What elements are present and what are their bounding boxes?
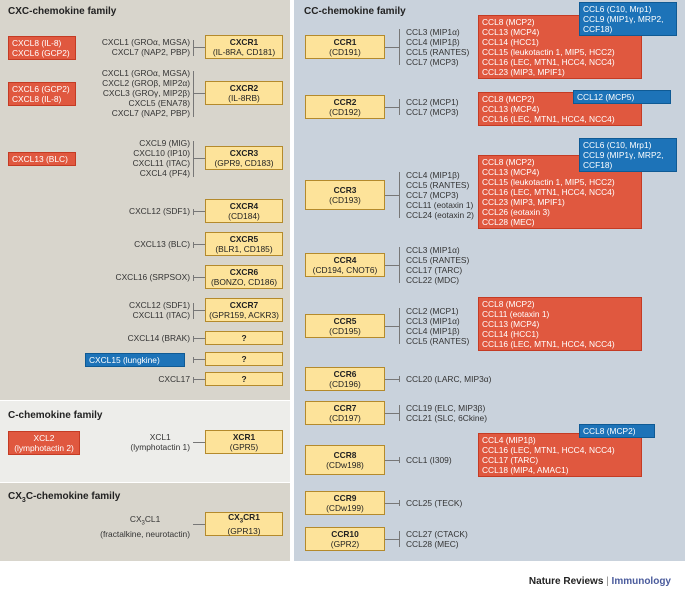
- footer-journal: Nature Reviews: [528, 576, 604, 587]
- cc-ligand-list-3: CCL3 (MIP1α) CCL5 (RANTES) CCL17 (TARC) CCL22 (MDC): [406, 245, 470, 285]
- receptor-cx3cr1-label: $CX_3CR1$: [228, 511, 260, 525]
- receptor-ccr6: [305, 367, 385, 391]
- receptor-unknown-9-label: ?: [241, 374, 247, 384]
- cc-ligand-list-4: CCL2 (MCP1) CCL3 (MIP1α) CCL4 (MIP1β) CCL5 (RANTES): [406, 306, 470, 346]
- cc-ligand-list-9: CCL27 (CTACK) CCL28 (MEC): [406, 529, 468, 549]
- receptor-xcr1-label: XCR1: [232, 432, 256, 442]
- receptor-ccr5-alias: (CD195): [329, 326, 361, 336]
- cc-ligand-list-6: CCL19 (ELC, MIP3β) CCL21 (SLC, 6Ckine): [406, 403, 487, 423]
- connector-2: [193, 141, 194, 177]
- cc-connector-7: [385, 460, 399, 461]
- cc-ligand-list-2: CCL4 (MIP1β) CCL5 (RANTES) CCL7 (MCP3) CCL11 (eotaxin 1) CCL24 (eotaxin 2): [406, 170, 474, 220]
- receptor-ccr10: [305, 527, 385, 551]
- connector-9: [193, 377, 194, 383]
- connector-arm-5: [193, 277, 205, 278]
- cc-nonsignal-ligands-2: CCL8 (MCP2) CCL13 (MCP4) CCL15 (leukotactin 1, MIP5, HCC2) CCL16 (LEC, MTN1, HCC4, NCC4) CCL23 (MIP3, MPIF1) CCL26 (eotaxin 3) CCL28 (MEC): [478, 155, 642, 229]
- receptor-cxcr1: [205, 35, 283, 59]
- receptor-ccr7: [305, 401, 385, 425]
- footer-credit: [529, 576, 671, 587]
- cc-ligand-list-5: CCL20 (LARC, MIP3α): [406, 374, 492, 384]
- receptor-xcr1: [205, 430, 283, 454]
- receptor-ccr10-alias: (GPR2): [330, 539, 360, 549]
- cc-bracket-2: [399, 172, 400, 218]
- receptor-unknown-7: [205, 331, 283, 345]
- cc-nonsignal-ligands-1: CCL8 (MCP2) CCL13 (MCP4) CCL16 (LEC, MTN1, HCC4, NCC4): [478, 92, 642, 126]
- receptor-ccr8-alias: (CDw198): [326, 460, 364, 470]
- cx3c-panel-title: $CX_3C$-chemokine family: [8, 491, 121, 504]
- receptor-cxcr3-alias: (GPR9, CD183): [214, 158, 274, 168]
- receptor-cxcr2-alias: (IL-8RB): [228, 93, 260, 103]
- receptor-cxcr4: [205, 199, 283, 223]
- receptor-cxcr5-label: CXCR5: [229, 234, 259, 244]
- ligand-list-2: CXCL9 (MIG) CXCL10 (IP10) CXCL11 (ITAC) CXCL4 (PF4): [132, 138, 190, 178]
- cc-connector-8: [385, 503, 399, 504]
- ligand-list-0: CXCL1 (GROα, MGSA) CXCL7 (NAP2, PBP): [101, 37, 190, 57]
- ligand-list-4: CXCL13 (BLC): [134, 239, 190, 249]
- cc-connector-3: [385, 265, 399, 266]
- cc-ligand-list-1: CCL2 (MCP1) CCL7 (MCP3): [406, 97, 459, 117]
- cc-ligand-list-8: CCL25 (TECK): [406, 498, 463, 508]
- ligand-list-1: CXCL1 (GROα, MGSA) CXCL2 (GROβ, MIP2α) CXCL3 (GROγ, MIP2β) CXCL5 (ENA78) CXCL7 (NAP2, PBP): [101, 68, 190, 118]
- cc-mouse-ligands-2: CCL6 (C10, Mrp1) CCL9 (MIP1γ, MRP2, CCF18): [579, 138, 677, 172]
- receptor-ccr6-alias: (CD196): [329, 379, 361, 389]
- cc-bracket-4: [399, 308, 400, 344]
- cc-bracket-1: [399, 99, 400, 115]
- receptor-cxcr7-label: CXCR7: [229, 300, 259, 310]
- receptor-cxcr1-alias: (IL-8RA, CD181): [212, 47, 276, 57]
- cc-ligand-list-0: CCL3 (MIP1α) CCL4 (MIP1β) CCL5 (RANTES) CCL7 (MCP3): [406, 27, 470, 67]
- receptor-cxcr6-label: CXCR6: [229, 267, 259, 277]
- receptor-cxcr4-alias: (CD184): [228, 211, 260, 221]
- connector-arm-0: [193, 47, 205, 48]
- cxc-panel-title: CXC-chemokine family: [8, 6, 117, 17]
- receptor-ccr4-label: CCR4: [333, 255, 357, 265]
- connector-3: [193, 209, 194, 215]
- xcl1-ligand: XCL1 (lymphotactin 1): [130, 432, 190, 452]
- receptor-ccr8: [305, 445, 385, 475]
- receptor-cxcr3-label: CXCR3: [229, 148, 259, 158]
- receptor-cx3cr1-alias: (GPR13): [227, 526, 261, 537]
- cc-mouse-ligands-0: CCL6 (C10, Mrp1) CCL9 (MIP1γ, MRP2, CCF18): [579, 2, 677, 36]
- receptor-unknown-8-label: ?: [241, 354, 247, 364]
- cc-bracket-3: [399, 247, 400, 283]
- ligand-list-5: CXCL16 (SRPSOX): [115, 272, 190, 282]
- connector-arm-3: [193, 211, 205, 212]
- receptor-ccr3: [305, 180, 385, 210]
- receptor-ccr1: [305, 35, 385, 59]
- cc-connector-4: [385, 326, 399, 327]
- cc-connector-5: [385, 379, 399, 380]
- c-connector: [193, 442, 205, 443]
- connector-arm-9: [193, 379, 205, 380]
- connector-8: [193, 357, 194, 363]
- receptor-cxcr2: [205, 81, 283, 105]
- c-panel-title: C-chemokine family: [8, 410, 103, 421]
- receptor-cxcr2-label: CXCR2: [229, 83, 259, 93]
- connector-5: [193, 275, 194, 281]
- cc-bracket-5: [399, 376, 400, 382]
- cx3cl1-ligand: $CX_3CL1$ (fractalkine, neurotactin): [100, 514, 190, 539]
- ligand-list-7: CXCL14 (BRAK): [127, 333, 190, 343]
- connector-arm-4: [193, 244, 205, 245]
- receptor-ccr9-label: CCR9: [333, 493, 357, 503]
- receptor-ccr7-label: CCR7: [333, 403, 357, 413]
- connector-6: [193, 303, 194, 319]
- connector-1: [193, 71, 194, 117]
- cc-bracket-0: [399, 29, 400, 65]
- nonsignal-ligands-2: CXCL13 (BLC): [8, 152, 76, 166]
- receptor-ccr6-label: CCR6: [333, 369, 357, 379]
- cc-nonsignal-ligands-4: CCL8 (MCP2) CCL11 (eotaxin 1) CCL13 (MCP4) CCL14 (HCC1) CCL16 (LEC, MTN1, HCC4, NCC4): [478, 297, 642, 351]
- nonsignal-ligands-0: CXCL8 (IL-8) CXCL6 (GCP2): [8, 36, 76, 60]
- cc-bracket-7: [399, 457, 400, 463]
- cc-connector-2: [385, 195, 399, 196]
- receptor-ccr9: [305, 491, 385, 515]
- connector-0: [193, 40, 194, 56]
- connector-7: [193, 336, 194, 342]
- connector-arm-2: [193, 158, 205, 159]
- footer-section: Immunology: [611, 576, 671, 587]
- receptor-ccr8-label: CCR8: [333, 450, 357, 460]
- receptor-unknown-7-label: ?: [241, 333, 247, 343]
- cc-connector-1: [385, 107, 399, 108]
- mouse-ligand-8: CXCL15 (lungkine): [85, 353, 185, 367]
- ligand-list-9: CXCL17: [158, 374, 190, 384]
- receptor-ccr4-alias: (CD194, CNOT6): [312, 265, 378, 275]
- connector-arm-1: [193, 93, 205, 94]
- receptor-cxcr1-label: CXCR1: [229, 37, 259, 47]
- receptor-cx3cr1: [205, 512, 283, 536]
- footer-separator: |: [603, 576, 612, 587]
- receptor-unknown-8: [205, 352, 283, 366]
- receptor-cxcr6-alias: (BONZO, CD186): [210, 277, 278, 287]
- receptor-cxcr6: [205, 265, 283, 289]
- receptor-ccr7-alias: (CD197): [329, 413, 361, 423]
- receptor-ccr2-label: CCR2: [333, 97, 357, 107]
- receptor-ccr3-label: CCR3: [333, 185, 357, 195]
- receptor-ccr3-alias: (CD193): [329, 195, 361, 205]
- receptor-cxcr7: [205, 298, 283, 322]
- receptor-xcr1-alias: (GPR5): [229, 442, 259, 452]
- xcl2-ligand: XCL2 (lymphotactin 2): [8, 431, 80, 455]
- nonsignal-ligands-1: CXCL6 (GCP2) CXCL8 (IL-8): [8, 82, 76, 106]
- receptor-ccr1-label: CCR1: [333, 37, 357, 47]
- cc-nonsignal-ligands-0: CCL8 (MCP2) CCL13 (MCP4) CCL14 (HCC1) CCL15 (leukotactin 1, MIP5, HCC2) CCL16 (LEC, MTN1, HCC4, NCC4) CCL23 (MIP3, MPIF1): [478, 15, 642, 79]
- receptor-ccr9-alias: (CDw199): [326, 503, 364, 513]
- cc-connector-0: [385, 47, 399, 48]
- cx3c-connector: [193, 524, 205, 525]
- receptor-ccr2: [305, 95, 385, 119]
- receptor-ccr1-alias: (CD191): [329, 47, 361, 57]
- connector-arm-7: [193, 338, 205, 339]
- cc-connector-9: [385, 539, 399, 540]
- cc-mouse-ligands-1: CCL12 (MCP5): [573, 90, 671, 104]
- receptor-cxcr5-alias: (BLR1, CD185): [215, 244, 273, 254]
- cc-bracket-8: [399, 500, 400, 506]
- receptor-ccr5-label: CCR5: [333, 316, 357, 326]
- cc-mouse-ligands-7: CCL8 (MCP2): [579, 424, 655, 438]
- receptor-ccr2-alias: (CD192): [329, 107, 361, 117]
- cc-nonsignal-ligands-7: CCL4 (MIP1β) CCL16 (LEC, MTN1, HCC4, NCC4) CCL17 (TARC) CCL18 (MIP4, AMAC1): [478, 433, 642, 477]
- receptor-unknown-9: [205, 372, 283, 386]
- receptor-cxcr7-alias: (GPR159, ACKR3): [209, 310, 279, 320]
- connector-4: [193, 242, 194, 248]
- ligand-list-3: CXCL12 (SDF1): [129, 206, 190, 216]
- receptor-cxcr5: [205, 232, 283, 256]
- connector-arm-6: [193, 310, 205, 311]
- cc-ligand-list-7: CCL1 (I309): [406, 455, 452, 465]
- connector-arm-8: [193, 359, 205, 360]
- cc-bracket-9: [399, 531, 400, 547]
- receptor-ccr5: [305, 314, 385, 338]
- cc-panel-title: CC-chemokine family: [304, 6, 406, 17]
- ligand-list-6: CXCL12 (SDF1) CXCL11 (ITAC): [129, 300, 190, 320]
- receptor-cxcr3: [205, 146, 283, 170]
- cc-bracket-6: [399, 405, 400, 421]
- cc-connector-6: [385, 413, 399, 414]
- receptor-ccr10-label: CCR10: [331, 529, 359, 539]
- receptor-ccr4: [305, 253, 385, 277]
- receptor-cxcr4-label: CXCR4: [229, 201, 259, 211]
